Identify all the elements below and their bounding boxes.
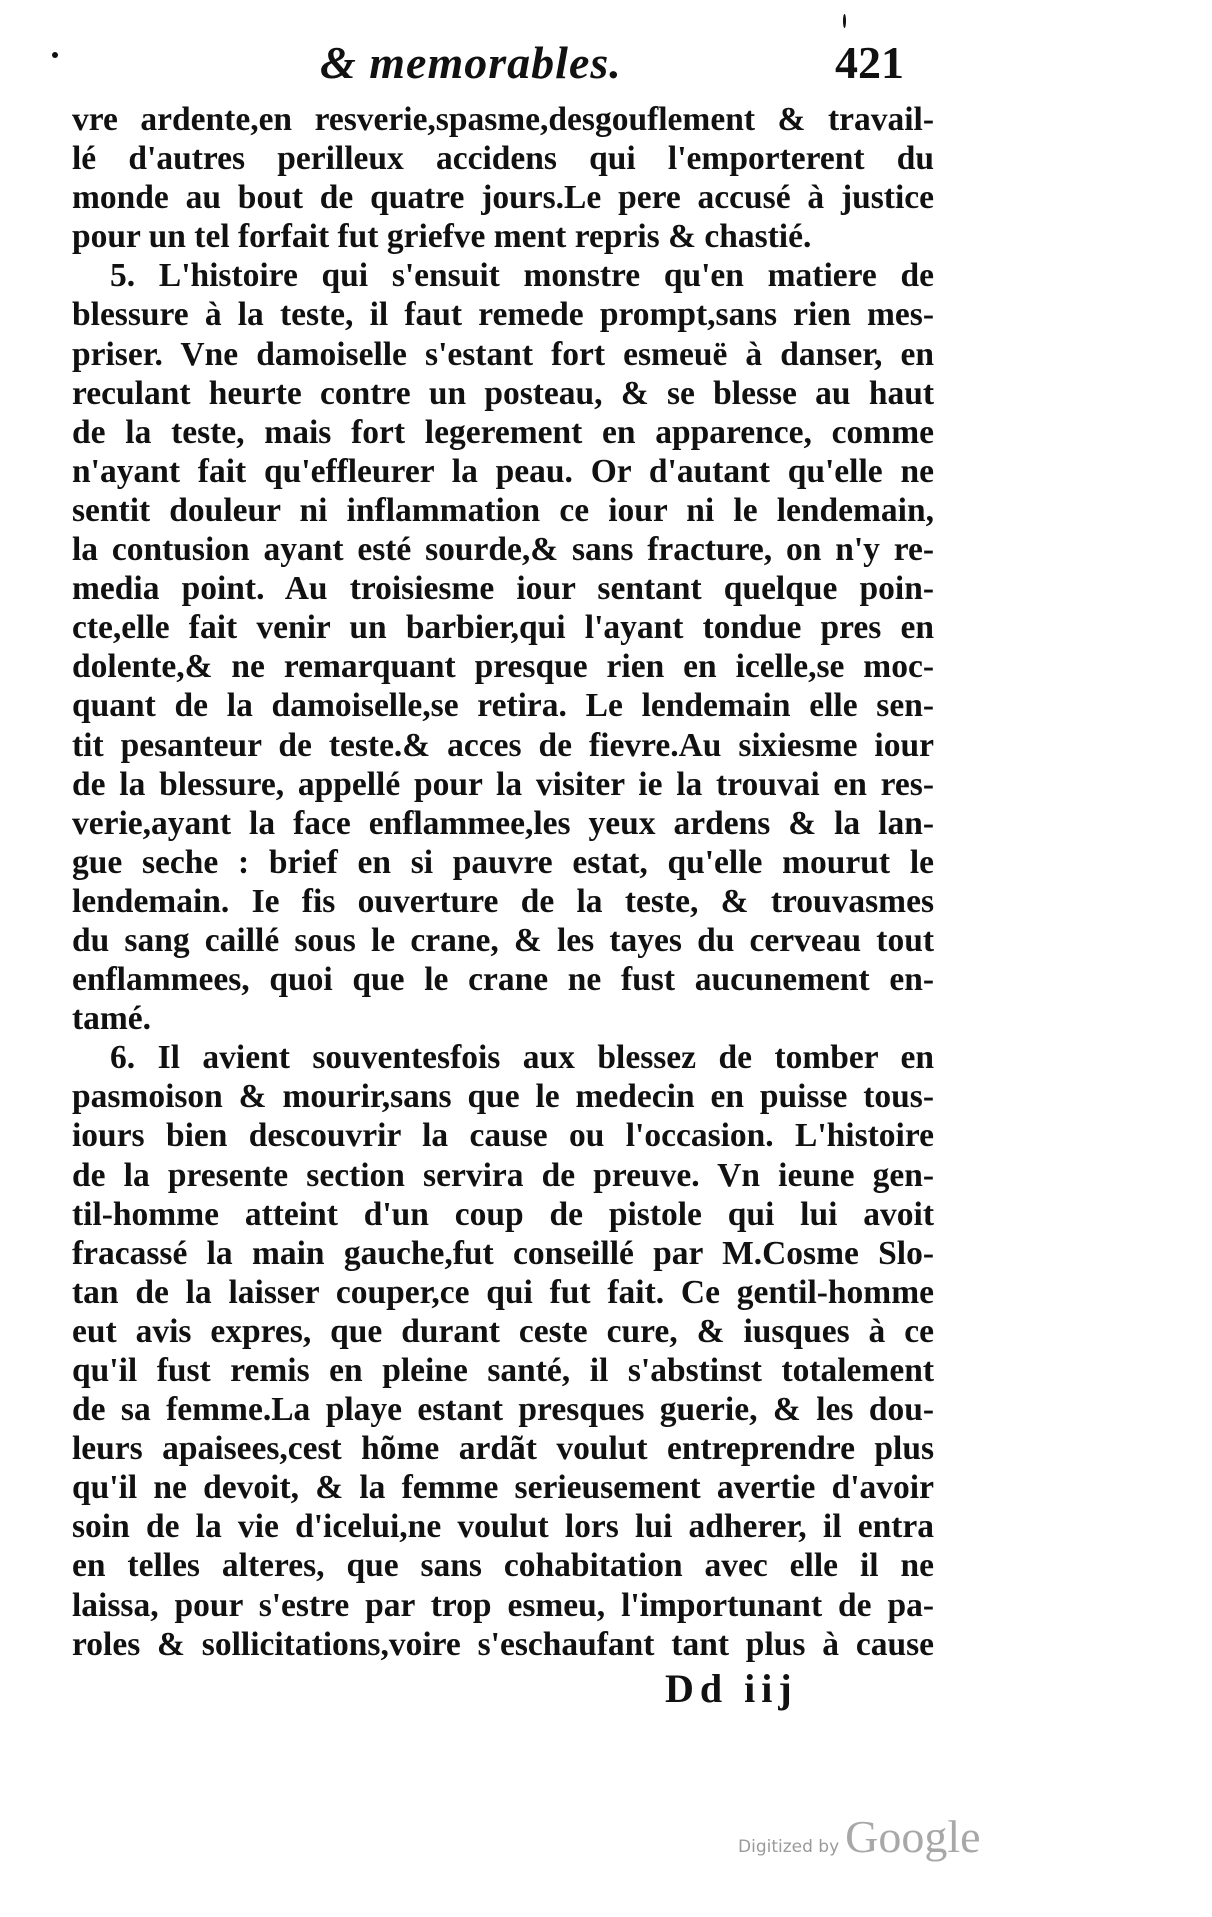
text-line: pasmoison & mourir,sans que le medecin en puisse tous- <box>72 1078 934 1116</box>
text-line: n'ayant fait qu'effleurer la peau. Or d'autant qu'elle ne <box>72 452 934 490</box>
signature-mark: Dd iij <box>665 1666 798 1711</box>
google-wordmark: Google <box>845 1811 981 1862</box>
text-line: gue seche : brief en si pauvre estat, qu'elle mourut le <box>72 843 934 881</box>
text-line: soin de la vie d'icelui,ne voulut lors lui adherer, il entra <box>72 1508 934 1546</box>
digitized-by-label: Digitized by <box>738 1837 840 1857</box>
text-line: tamé. <box>72 1000 152 1038</box>
text-line: enflammees, quoi que le crane ne fust aucunement en- <box>72 961 934 999</box>
text-line: vre ardente,en resverie,spasme,desgouflement & travail- <box>72 101 934 138</box>
page-header <box>0 36 1212 96</box>
ink-speck <box>843 14 846 28</box>
text-line: dolente,& ne remarquant presque rien en icelle,se moc- <box>72 648 934 686</box>
text-line: media point. Au troisiesme iour sentant quelque poin- <box>72 570 934 608</box>
text-line: qu'il fust remis en pleine santé, il s'abstinst totalement <box>72 1352 934 1389</box>
text-line: tan de la laisser couper,ce qui fut fait. Ce gentil-homme <box>72 1273 934 1311</box>
text-line: til-homme atteint d'un coup de pistole qui lui avoit <box>72 1195 934 1233</box>
text-line: roles & sollicitations,voire s'eschaufant tant plus à cause <box>72 1625 934 1663</box>
page-number: 421 <box>835 37 904 88</box>
section-5-start-line: 5. L'histoire qui s'ensuit monstre qu'en matiere de <box>110 257 934 295</box>
text-line: blessure à la teste, il faut remede prompt,sans rien mes- <box>72 296 934 334</box>
text-line: eut avis expres, que durant ceste cure, & iusques à ce <box>72 1312 934 1350</box>
text-line: fracassé la main gauche,fut conseillé par M.Cosme Slo- <box>72 1234 934 1272</box>
text-line: de la teste, mais fort legerement en apparence, comme <box>72 413 934 451</box>
running-title: & memorables. <box>320 37 622 88</box>
text-line: iours bien descouvrir la cause ou l'occasion. L'histoire <box>72 1117 934 1155</box>
text-line: de la blessure, appellé pour la visiter ie la trouvai en res- <box>72 765 934 803</box>
text-line: pour un tel forfait fut griefve ment repris & chastié. <box>72 218 812 256</box>
text-line: de sa femme.La playe estant presques guerie, & les dou- <box>72 1391 934 1429</box>
text-line: du sang caillé sous le crane, & les tayes du cerveau tout <box>72 921 934 959</box>
text-line: lendemain. Ie fis ouverture de la teste, & trouvasmes <box>72 882 934 920</box>
body-text <box>72 100 934 1664</box>
ink-speck <box>52 52 58 58</box>
text-line: cte,elle fait venir un barbier,qui l'ayant tondue pres en <box>72 609 934 647</box>
text-line: verie,ayant la face enflammee,les yeux ardens & la lan- <box>72 804 934 842</box>
text-line: sentit douleur ni inflammation ce iour ni le lendemain, <box>72 491 934 529</box>
text-line: en telles alteres, que sans cohabitation avec elle il ne <box>72 1547 934 1585</box>
text-line: monde au bout de quatre jours.Le pere accusé à justice <box>72 179 934 217</box>
text-line: quant de la damoiselle,se retira. Le lendemain elle sen- <box>72 687 934 725</box>
text-line: reculant heurte contre un posteau, & se blesse au haut <box>72 374 934 412</box>
text-line: qu'il ne devoit, & la femme serieusement avertie d'avoir <box>72 1469 934 1507</box>
text-line: leurs apaisees,cest hõme ardãt voulut entreprendre plus <box>72 1430 934 1468</box>
text-line: lé d'autres perilleux accidens qui l'emporterent du <box>72 140 934 178</box>
section-6-start-line: 6. Il avient souventesfois aux blessez de tomber en <box>110 1039 934 1077</box>
text-line: laissa, pour s'estre par trop esmeu, l'importunant de pa- <box>72 1586 934 1624</box>
text-line: priser. Vne damoiselle s'estant fort esmeuë à danser, en <box>72 335 934 373</box>
text-line: la contusion ayant esté sourde,& sans fracture, on n'y re- <box>72 531 934 569</box>
text-line: tit pesanteur de teste.& acces de fievre.Au sixiesme iour <box>72 726 934 764</box>
digitized-by-google-watermark <box>738 1810 981 1860</box>
text-line: de la presente section servira de preuve. Vn ieune gen- <box>72 1156 934 1194</box>
